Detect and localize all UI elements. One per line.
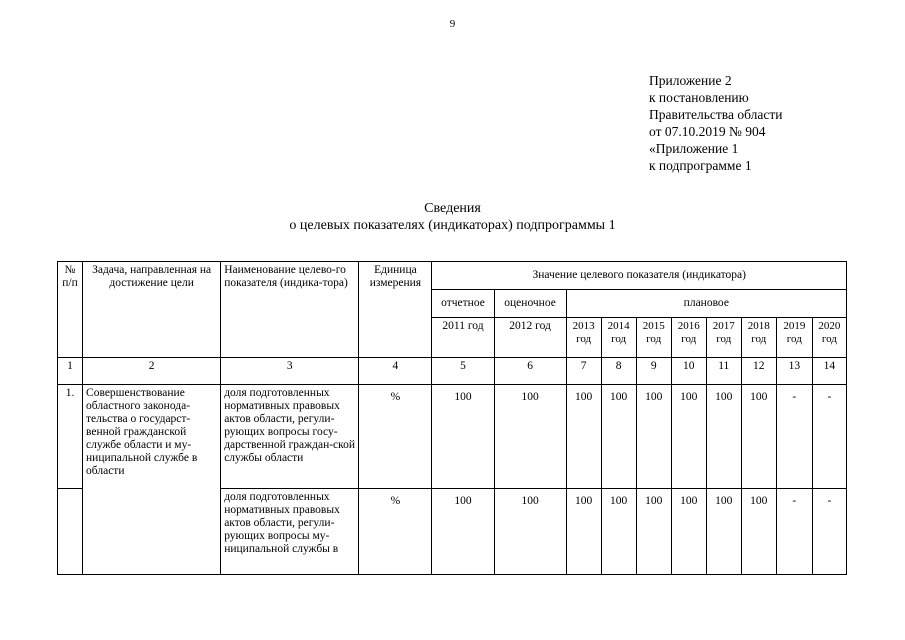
column-number: 9 (636, 358, 671, 385)
column-number: 7 (566, 358, 601, 385)
column-number: 3 (221, 358, 359, 385)
column-number: 1 (58, 358, 83, 385)
value-2015: 100 (636, 489, 671, 575)
indicator-cell: доля подготовленных нормативных правовых актов области, регули-рующих вопросы му-ниципальной службы в (221, 489, 359, 575)
header-estimated: оценочное (494, 290, 566, 318)
value-2016: 100 (671, 489, 706, 575)
value-2019: - (776, 385, 812, 489)
value-2015: 100 (636, 385, 671, 489)
header-num: № п/п (58, 262, 83, 358)
value-2013: 100 (566, 385, 601, 489)
column-number: 11 (706, 358, 741, 385)
appendix-block (649, 72, 782, 174)
row-number: 1. (58, 385, 83, 489)
value-2020: - (812, 385, 846, 489)
value-2018: 100 (741, 489, 776, 575)
value-2019: - (776, 489, 812, 575)
value-2011: 100 (432, 385, 494, 489)
header-unit: Единица измерения (359, 262, 432, 358)
row-number-empty (58, 489, 83, 575)
header-year-2018: 2018 год (741, 318, 776, 358)
column-number-row (58, 358, 847, 385)
value-2014: 100 (601, 489, 636, 575)
header-task: Задача, направленная на достижение цели (83, 262, 221, 358)
unit-cell: % (359, 489, 432, 575)
header-year-2017: 2017 год (706, 318, 741, 358)
appendix-line: Приложение 2 (649, 73, 732, 88)
value-2020: - (812, 489, 846, 575)
value-2013: 100 (566, 489, 601, 575)
header-year-2012: 2012 год (494, 318, 566, 358)
column-number: 4 (359, 358, 432, 385)
column-number: 12 (741, 358, 776, 385)
title-line: Сведения (424, 201, 481, 216)
document-title (0, 200, 905, 234)
header-value-group: Значение целевого показателя (индикатора) (432, 262, 847, 290)
header-year-2014: 2014 год (601, 318, 636, 358)
header-year-2015: 2015 год (636, 318, 671, 358)
column-number: 6 (494, 358, 566, 385)
column-number: 13 (776, 358, 812, 385)
title-line: о целевых показателях (индикаторах) подпрограммы 1 (289, 218, 616, 233)
column-number: 2 (83, 358, 221, 385)
value-2017: 100 (706, 385, 741, 489)
value-2012: 100 (494, 385, 566, 489)
value-2011: 100 (432, 489, 494, 575)
column-number: 8 (601, 358, 636, 385)
column-number: 14 (812, 358, 846, 385)
header-year-2011: 2011 год (432, 318, 494, 358)
value-2012: 100 (494, 489, 566, 575)
table-row (58, 385, 847, 489)
value-2014: 100 (601, 385, 636, 489)
column-number: 5 (432, 358, 494, 385)
header-year-2019: 2019 год (776, 318, 812, 358)
value-2018: 100 (741, 385, 776, 489)
unit-cell: % (359, 385, 432, 489)
indicators-table (57, 261, 847, 575)
task-cell: Совершенствование областного законода-тельства о государст-венной гражданской службе области и му-ниципальной службе в области (83, 385, 221, 575)
page-number: 9 (449, 18, 456, 30)
value-2016: 100 (671, 385, 706, 489)
header-indicator: Наименование целево-го показателя (индика-тора) (221, 262, 359, 358)
header-year-2013: 2013 год (566, 318, 601, 358)
appendix-line: от 07.10.2019 № 904 (649, 124, 766, 139)
header-reported: отчетное (432, 290, 494, 318)
appendix-line: «Приложение 1 (649, 141, 739, 156)
column-number: 10 (671, 358, 706, 385)
indicator-cell: доля подготовленных нормативных правовых актов области, регули-рующих вопросы госу-дарственной граждан-ской службы области (221, 385, 359, 489)
header-planned: плановое (566, 290, 846, 318)
value-2017: 100 (706, 489, 741, 575)
header-year-2020: 2020 год (812, 318, 846, 358)
appendix-line: к постановлению (649, 90, 749, 105)
appendix-line: Правительства области (649, 107, 783, 122)
header-year-2016: 2016 год (671, 318, 706, 358)
appendix-line: к подпрограмме 1 (649, 158, 752, 173)
